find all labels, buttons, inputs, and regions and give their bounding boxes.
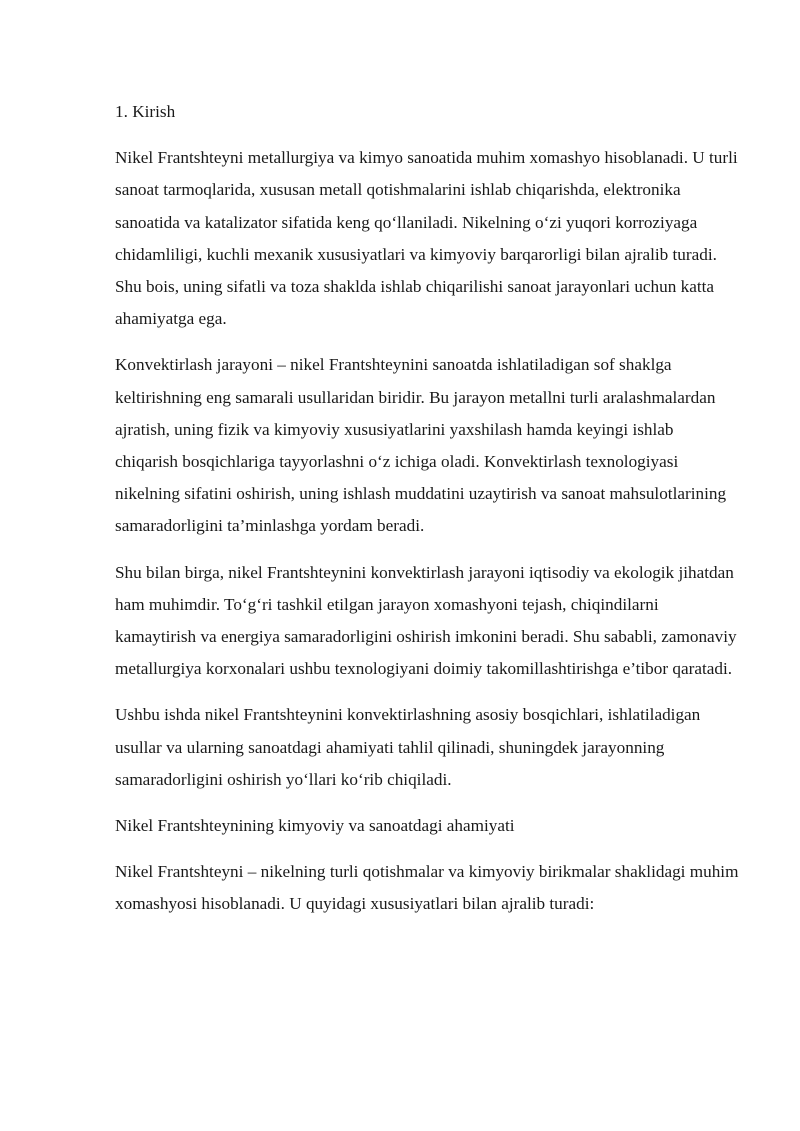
paragraph: Konvektirlash jarayoni – nikel Frantshteynini sanoatda ishlatiladigan sof shaklga keltirishning eng samarali usullaridan biridir. Bu jarayon metallni turli aralashmalardan ajratish, uning fizik va kimyoviy xususiyatlarini yaxshilash hamda keyingi ishlab chiqarish bosqichlariga tayyorlashni o‘z ichiga oladi. Konvektirlash texnologiyasi nikelning sifatini oshirish, uning ishlash muddatini uzaytirish va sanoat mahsulotlarining samaradorligini ta’minlashga yordam beradi.	[115, 355, 727, 536]
paragraph: Shu bilan birga, nikel Frantshteynini konvektirlash jarayoni iqtisodiy va ekologik jihatdan ham muhimdir. To‘g‘ri tashkil etilgan jarayon xomashyoni tejash, chiqindilarni kamaytirish va energiya samaradorligini oshirish imkonini beradi. Shu sababli, zamonaviy metallurgiya korxonalari ushbu texnologiyani doimiy takomillashtirishga e’tibor qaratadi.	[115, 562, 737, 679]
paragraph: Ushbu ishda nikel Frantshteynini konvektirlashning asosiy bosqichlari, ishlatiladigan usullar va ularning sanoatdagi ahamiyati tahlil qilinadi, shuningdek jarayonning samaradorligini oshirish yo‘llari ko‘rib chiqiladi.	[115, 705, 701, 789]
subheading: Nikel Frantshteynining kimyoviy va sanoatdagi ahamiyati	[115, 816, 515, 836]
paragraph: Nikel Frantshteyni – nikelning turli qotishmalar va kimyoviy birikmalar shaklidagi muhim xomashyosi hisoblanadi. U quyidagi xususiyatlari bilan ajralib turadi:	[115, 862, 739, 914]
paragraph: Nikel Frantshteyni metallurgiya va kimyo sanoatida muhim xomashyo hisoblanadi. U turli sanoat tarmoqlarida, xususan metall qotishmalarini ishlab chiqarishda, elektronika sanoatida va katalizator sifatida keng qo‘llaniladi. Nikelning o‘zi yuqori korroziyaga chidamliligi, kuchli mexanik xususiyatlari va kimyoviy barqarorligi bilan ajralib turadi. Shu bois, uning sifatli va toza shaklda ishlab chiqarilishi sanoat jarayonlari uchun katta ahamiyatga ega.	[115, 148, 738, 329]
section-heading: 1. Kirish	[115, 102, 176, 121]
